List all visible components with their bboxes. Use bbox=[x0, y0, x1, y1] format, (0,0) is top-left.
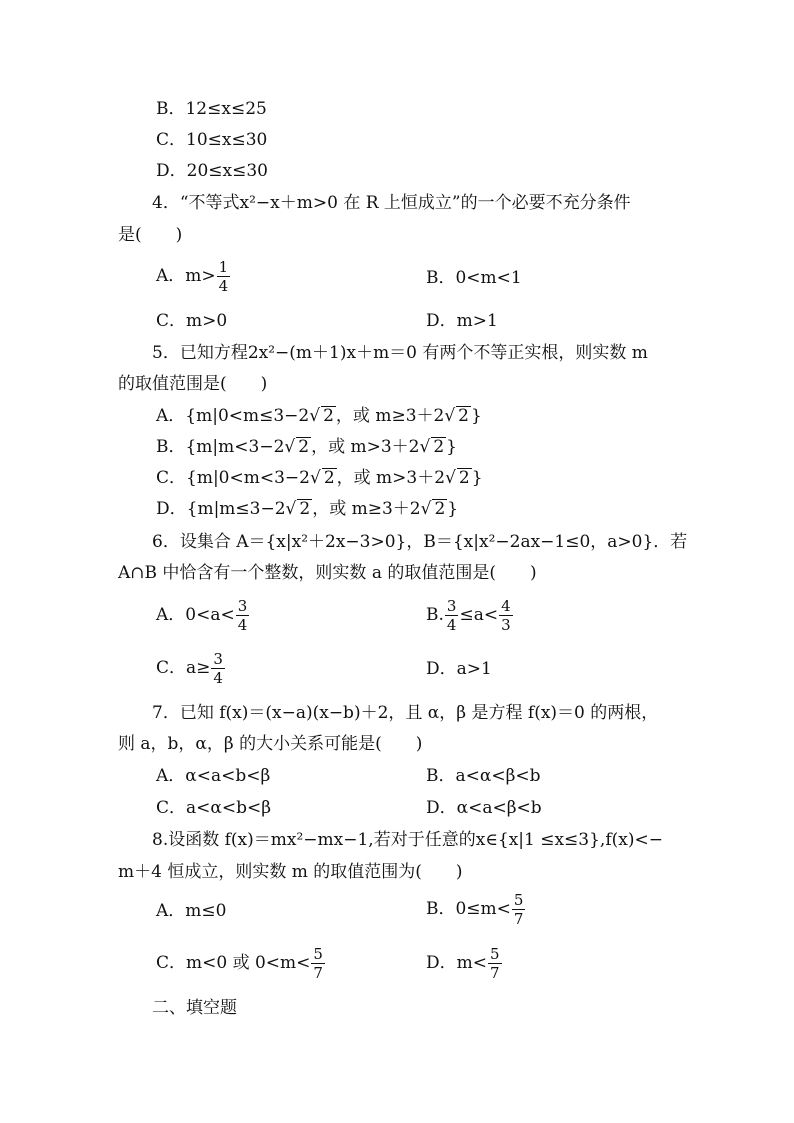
q7-stem-line1: 7．已知 f(x)＝(x−a)(x−b)＋2，且 α，β 是方程 f(x)＝0 的两根， bbox=[152, 703, 659, 723]
sqrt-sign: √ bbox=[420, 499, 432, 519]
sqrt-sign: √ bbox=[284, 437, 296, 457]
q6-option-b bbox=[426, 597, 514, 634]
q4-stem-line1: 4．“不等式x²−x＋m>0 在 R 上恒成立”的一个必要不充分条件 bbox=[152, 193, 631, 213]
sqrt-radicand: 2 bbox=[299, 499, 311, 519]
q5-option-b-text: B．{m|m<3−2 bbox=[156, 437, 285, 457]
q7-option-d: D．α<a<β<b bbox=[426, 798, 542, 818]
fraction-denominator: 3 bbox=[501, 616, 511, 634]
fraction-numerator: 4 bbox=[501, 597, 511, 615]
q6-stem-line1: 6．设集合 A＝{x|x²＋2x−3>0}，B＝{x|x²−2ax−1≤0，a>0}．若 bbox=[152, 532, 688, 552]
fraction bbox=[512, 891, 526, 928]
fraction bbox=[311, 945, 325, 982]
q5-option-c-mid: ，或 m>3＋2 bbox=[336, 468, 446, 488]
sqrt-radicand: 2 bbox=[458, 468, 470, 488]
q4-option-a-text: A．m> bbox=[156, 266, 216, 286]
q5-option-b bbox=[156, 435, 457, 459]
fraction bbox=[499, 597, 513, 634]
q6-option-c-text: C．a≥ bbox=[156, 658, 211, 678]
sqrt-sign: √ bbox=[445, 468, 456, 488]
sqrt-sign: √ bbox=[444, 406, 456, 426]
fraction-numerator: 3 bbox=[446, 597, 457, 615]
section-heading: 二、填空题 bbox=[152, 998, 237, 1018]
q5-option-a-end: } bbox=[471, 406, 482, 426]
q5-stem-line1: 5．已知方程2x²−(m＋1)x＋m＝0 有两个不等正实根，则实数 m bbox=[152, 343, 648, 363]
q8-option-d-text: D．m< bbox=[426, 953, 487, 973]
fraction-denominator: 4 bbox=[213, 669, 223, 687]
q6-option-a bbox=[156, 597, 250, 634]
fraction-denominator: 4 bbox=[237, 616, 248, 634]
fraction-numerator: 5 bbox=[490, 945, 500, 963]
fraction-denominator: 7 bbox=[313, 964, 323, 982]
fraction bbox=[217, 258, 231, 295]
q5-option-c bbox=[156, 466, 483, 490]
sqrt-radicand: 2 bbox=[433, 437, 445, 457]
q5-option-a-mid: ，或 m≥3＋2 bbox=[335, 406, 445, 426]
sqrt-radicand: 2 bbox=[458, 406, 469, 426]
q4-option-a bbox=[156, 258, 231, 295]
q5-option-c-end: } bbox=[471, 468, 483, 488]
q7-option-a: A．α<a<b<β bbox=[156, 766, 271, 786]
q4-option-c: C．m>0 bbox=[156, 311, 228, 331]
q6-option-d: D．a>1 bbox=[426, 659, 492, 679]
q5-option-b-mid: ，或 m>3＋2 bbox=[311, 437, 420, 457]
fraction-numerator: 1 bbox=[218, 258, 229, 276]
q8-option-c bbox=[156, 945, 326, 982]
q5-option-a-text: A．{m|0<m≤3−2 bbox=[156, 406, 310, 426]
q6-option-b-text: B. bbox=[426, 605, 444, 625]
q8-option-c-text: C．m<0 或 0<m< bbox=[156, 953, 311, 973]
q5-option-a bbox=[156, 404, 482, 428]
q4-stem-line2: 是( ) bbox=[118, 225, 183, 245]
q5-option-d-text: D．{m|m≤3−2 bbox=[156, 499, 286, 519]
q3-option-b: B．12≤x≤25 bbox=[156, 99, 267, 119]
q7-stem-line2: 则 a，b，α，β 的大小关系可能是( ) bbox=[118, 734, 423, 754]
q6-option-a-text: A．0<a< bbox=[156, 605, 235, 625]
sqrt-sign: √ bbox=[309, 468, 321, 488]
fraction-numerator: 5 bbox=[513, 891, 524, 909]
q6-option-c bbox=[156, 650, 226, 687]
fraction bbox=[488, 945, 502, 982]
q5-option-c-text: C．{m|0<m<3−2 bbox=[156, 468, 310, 488]
fraction-numerator: 3 bbox=[237, 597, 248, 615]
fraction bbox=[211, 650, 225, 687]
q7-option-c: C．a<α<b<β bbox=[156, 798, 272, 818]
q5-option-b-end: } bbox=[446, 437, 457, 457]
q6-option-b-mid: ≤a< bbox=[459, 605, 499, 625]
fraction-denominator: 7 bbox=[490, 964, 500, 982]
q4-option-d: D．m>1 bbox=[426, 311, 498, 331]
sqrt-radicand: 2 bbox=[298, 437, 310, 457]
fraction-denominator: 4 bbox=[218, 277, 229, 295]
fraction-numerator: 3 bbox=[213, 650, 223, 668]
q5-option-d-mid: ，或 m≥3＋2 bbox=[312, 499, 421, 519]
sqrt-sign: √ bbox=[309, 406, 321, 426]
fraction-numerator: 5 bbox=[313, 945, 323, 963]
sqrt-sign: √ bbox=[285, 499, 297, 519]
sqrt-radicand: 2 bbox=[323, 406, 334, 426]
fraction-denominator: 4 bbox=[446, 616, 457, 634]
q7-option-b: B．a<α<β<b bbox=[426, 766, 541, 786]
q8-option-d bbox=[426, 945, 503, 982]
q5-option-d-end: } bbox=[447, 499, 459, 519]
fraction-denominator: 7 bbox=[513, 910, 524, 928]
q5-stem-line2: 的取值范围是( ) bbox=[118, 374, 268, 394]
q3-option-c: C．10≤x≤30 bbox=[156, 130, 268, 150]
sqrt-sign: √ bbox=[419, 437, 431, 457]
fraction bbox=[445, 597, 459, 634]
q8-option-b bbox=[426, 891, 526, 928]
q6-stem-line2: A∩B 中恰含有一个整数，则实数 a 的取值范围是( ) bbox=[118, 563, 537, 583]
q4-option-b: B．0<m<1 bbox=[426, 268, 522, 288]
q3-option-d: D．20≤x≤30 bbox=[156, 161, 268, 181]
q8-stem-line1: 8.设函数 f(x)＝mx²−mx−1,若对于任意的x∈{x|1 ≤x≤3},f(x)<− bbox=[152, 830, 663, 850]
q8-stem-line2: m＋4 恒成立，则实数 m 的取值范围为( ) bbox=[118, 862, 463, 882]
sqrt-radicand: 2 bbox=[434, 499, 446, 519]
sqrt-radicand: 2 bbox=[323, 468, 335, 488]
q8-option-a: A．m≤0 bbox=[156, 901, 227, 921]
q8-option-b-text: B．0≤m< bbox=[426, 899, 511, 919]
q5-option-d bbox=[156, 497, 458, 521]
fraction bbox=[236, 597, 250, 634]
